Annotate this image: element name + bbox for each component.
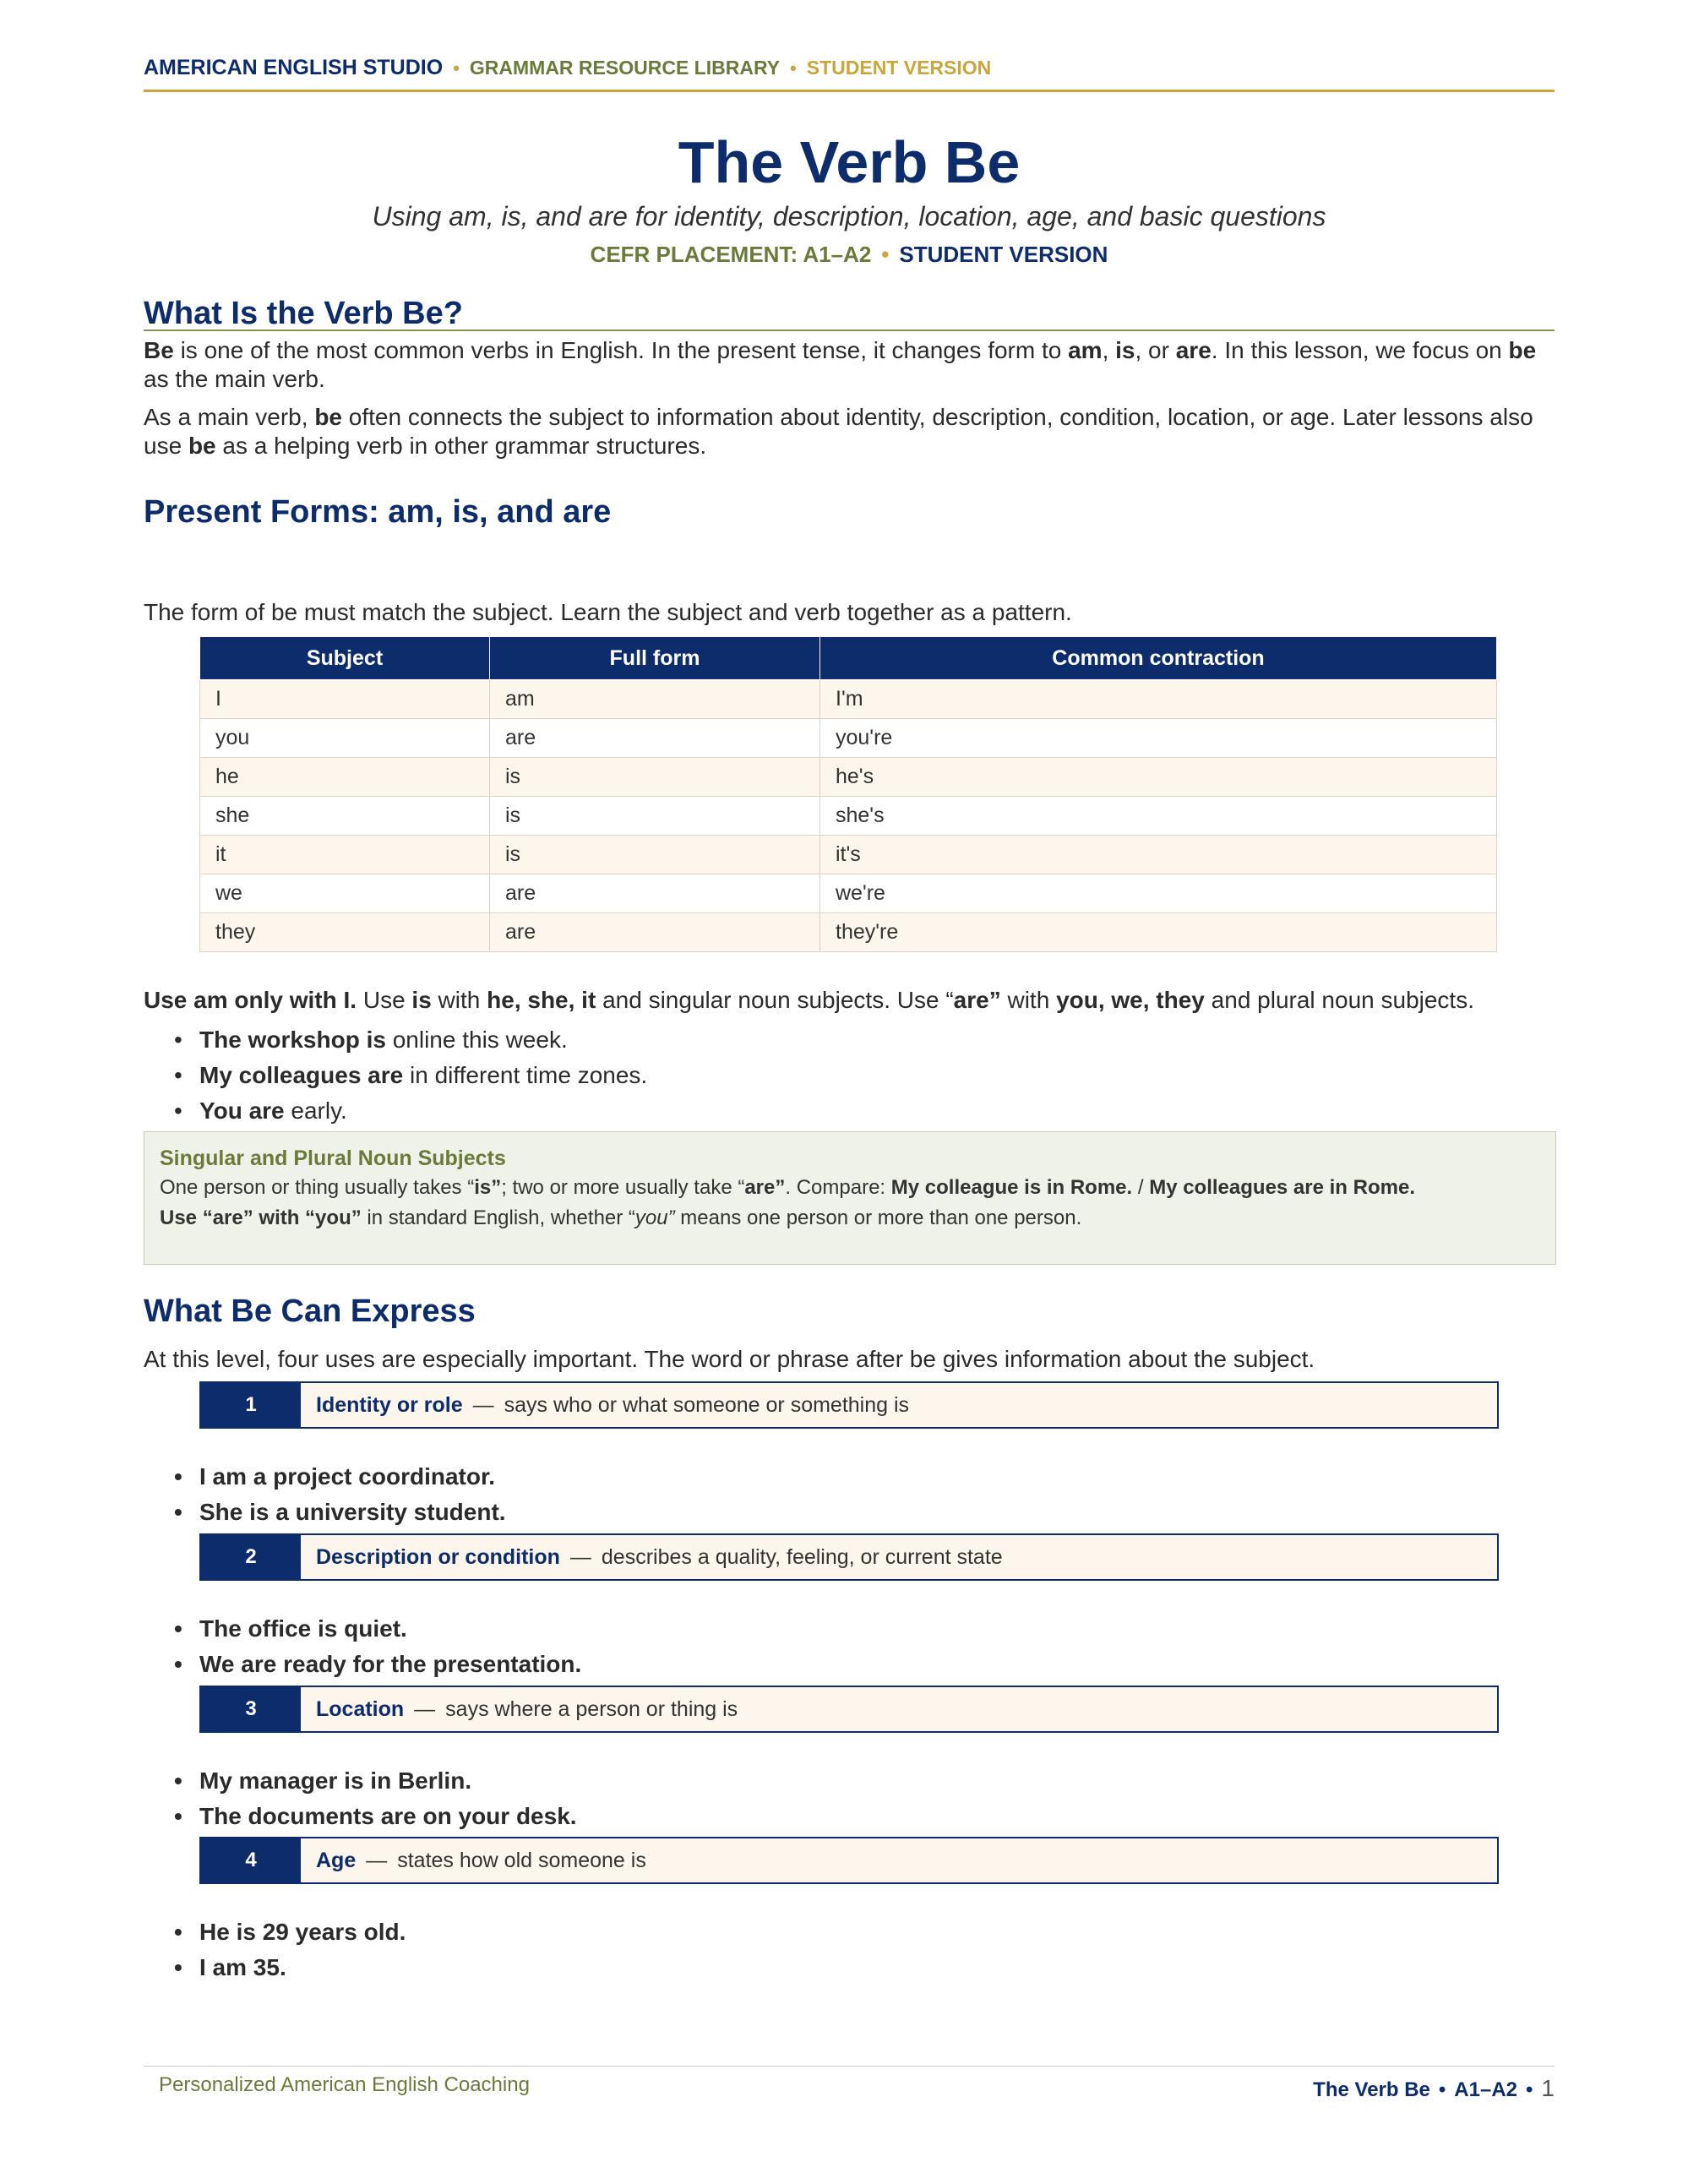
list-item: • I am a project coordinator. [174,1459,506,1495]
list-item: • The documents are on your desk. [174,1799,577,1834]
section1-paragraph-2: As a main verb, be often connects the subject to information about identity, description, condition, location, or age. Later lessons also use be as a helping verb in other grammar structures. [144,404,1533,459]
list-item: • She is a university student. [174,1495,506,1530]
present-forms-table [199,636,1497,952]
running-header [144,56,1555,92]
full-form-cell: are [490,719,820,758]
use-description: Description or condition — describes a quality, feeling, or current state [316,1544,1003,1569]
section3-intro: At this level, four uses are especially important. The word or phrase after be gives information about the subject. [144,1346,1315,1372]
table-row [200,836,1497,874]
footer-title: The Verb Be [1313,2078,1430,2101]
use-description: Location — says where a person or thing is [316,1697,738,1721]
section2-intro: The form of be must match the subject. Learn the subject and verb together as a pattern. [144,599,1072,625]
subject-cell: we [200,874,490,913]
contraction-cell: we're [820,874,1497,913]
table-row [200,913,1497,952]
table-header-row [200,637,1497,680]
full-form-cell: is [490,836,820,874]
contraction-cell: she's [820,797,1497,836]
section-heading-present-forms: Present Forms: am, is, and are [144,494,612,530]
note-line-1: One person or thing usually takes “is”; two or more usually take “are”. Compare: My colleague is in Rome. / My colleagues are in Rome. [160,1176,1415,1199]
header-separator: • [453,57,460,79]
full-form-cell: are [490,874,820,913]
subject-cell: I [200,680,490,719]
use-box-age [199,1837,1499,1884]
list-item: • You are early. [174,1093,647,1129]
table-row [200,680,1497,719]
full-form-cell: am [490,680,820,719]
identity-examples-list [174,1459,506,1530]
footer-page-info [1313,2075,1555,2102]
description-examples-list [174,1611,581,1682]
list-item: • I am 35. [174,1950,406,1985]
list-item: • He is 29 years old. [174,1914,406,1950]
usage-rule: Use am only with I. Use is with he, she, it and singular noun subjects. Use “are” with you, we, they and plural noun subjects. [144,987,1474,1013]
contraction-cell: you're [820,719,1497,758]
subject-cell: they [200,913,490,952]
page-number: 1 [1541,2075,1555,2101]
table-row [200,758,1497,797]
use-number: 4 [201,1838,301,1882]
header-separator: • [790,57,797,79]
use-number: 3 [201,1687,301,1731]
subject-cell: he [200,758,490,797]
footer-separator: • [1526,2078,1533,2101]
full-form-cell: are [490,913,820,952]
header-version: STUDENT VERSION [806,57,992,79]
header-library: GRAMMAR RESOURCE LIBRARY [469,57,781,79]
subject-cell: she [200,797,490,836]
noun-subjects-note [144,1131,1556,1265]
table-row [200,874,1497,913]
use-description: Identity or role — says who or what someone or something is [316,1392,910,1417]
footer-rule [144,2066,1555,2067]
placement-version: STUDENT VERSION [899,242,1108,267]
age-examples-list [174,1914,406,1985]
placement-separator: • [881,242,890,267]
footer-separator: • [1438,2078,1446,2101]
table-row [200,797,1497,836]
header-brand: AMERICAN ENGLISH STUDIO [144,56,444,79]
list-item: • My colleagues are in different time zones. [174,1058,647,1093]
use-box-location [199,1686,1499,1733]
footer-level: A1–A2 [1454,2078,1518,2101]
page-title: The Verb Be [678,129,1021,195]
list-item: • The office is quiet. [174,1611,581,1647]
location-examples-list [174,1763,577,1834]
usage-examples-list [174,1022,647,1129]
full-form-cell: is [490,758,820,797]
table-row [200,719,1497,758]
section-heading-what-be-expresses: What Be Can Express [144,1294,476,1329]
use-description: Age — states how old someone is [316,1848,646,1872]
column-header-full-form: Full form [490,637,820,680]
section1-paragraph-1: Be is one of the most common verbs in English. In the present tense, it changes form to am, is, or are. In this lesson, we focus on be as the main verb. [144,337,1537,392]
list-item: • The workshop is online this week. [174,1022,647,1058]
placement-line [144,242,1555,268]
page-subtitle: Using am, is, and are for identity, description, location, age, and basic questions [372,201,1326,231]
contraction-cell: I'm [820,680,1497,719]
list-item: • We are ready for the presentation. [174,1647,581,1682]
note-line-2: Use “are” with “you” in standard English, whether “you” means one person or more than one person. [160,1206,1082,1229]
use-box-identity [199,1381,1499,1429]
full-form-cell: is [490,797,820,836]
contraction-cell: it's [820,836,1497,874]
contraction-cell: they're [820,913,1497,952]
section-heading-what-is-be: What Is the Verb Be? [144,296,463,331]
column-header-subject: Subject [200,637,490,680]
column-header-contraction: Common contraction [820,637,1497,680]
subject-cell: it [200,836,490,874]
placement-level: CEFR PLACEMENT: A1–A2 [590,242,872,267]
footer-tagline: Personalized American English Coaching [159,2073,530,2096]
subject-cell: you [200,719,490,758]
use-number: 2 [201,1535,301,1579]
use-box-description [199,1533,1499,1581]
contraction-cell: he's [820,758,1497,797]
note-title: Singular and Plural Noun Subjects [160,1146,506,1170]
list-item: • My manager is in Berlin. [174,1763,577,1799]
use-number: 1 [201,1383,301,1427]
